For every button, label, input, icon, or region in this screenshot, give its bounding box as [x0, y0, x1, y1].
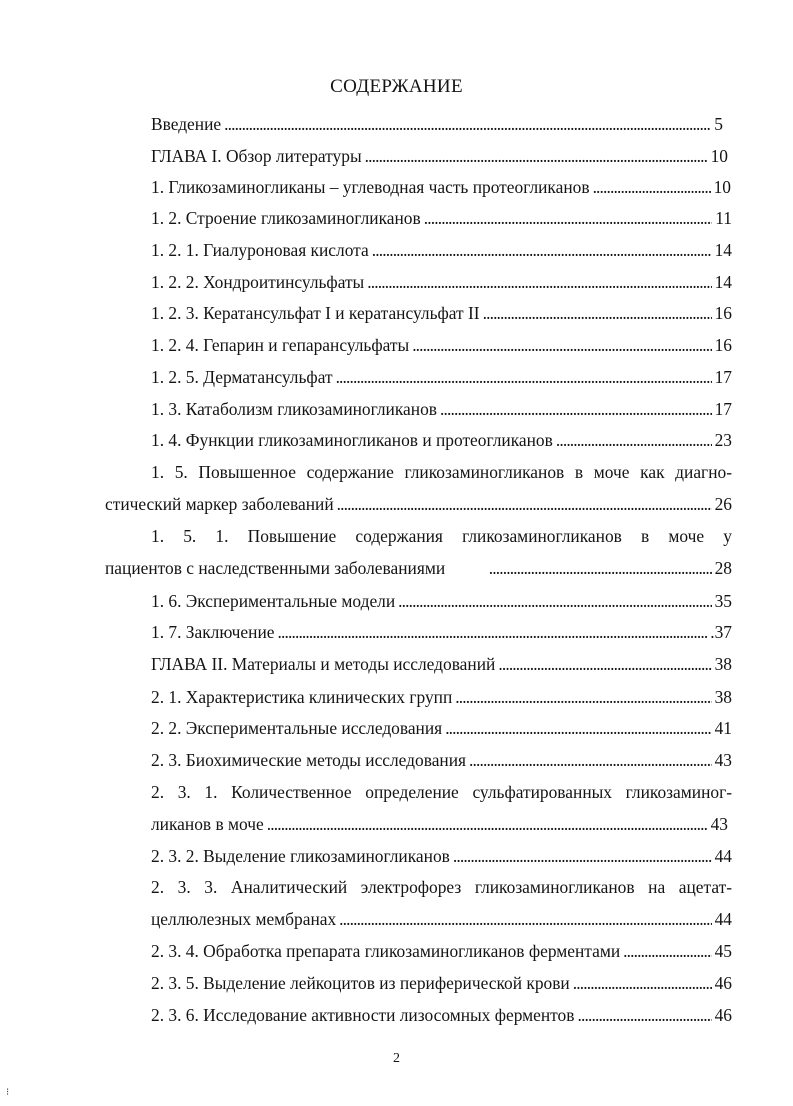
- toc-entry-title: Введение: [151, 114, 222, 134]
- toc-entry: [151, 845, 732, 867]
- toc-entry-title: стический маркер заболеваний: [105, 494, 334, 514]
- toc-entry-page: 5: [714, 114, 723, 134]
- dot-leader: [455, 686, 711, 708]
- dot-leader: [424, 207, 713, 229]
- toc-entry-title: 1. 2. 2. Хондроитинсульфаты: [151, 272, 365, 292]
- toc-entry-title: 2. 3. Биохимические методы исследования: [151, 750, 467, 770]
- toc-entry-title: 1. 3. Катаболизм гликозаминогликанов: [151, 399, 437, 419]
- toc-entry-page: 46: [714, 973, 732, 993]
- toc-entry: [151, 940, 732, 962]
- dot-leader: [445, 717, 711, 739]
- toc-entry-page: .37: [710, 622, 732, 642]
- toc-entry-page: 43: [710, 814, 728, 834]
- toc-entry-title: 1. 2. Строение гликозаминогликанов: [151, 208, 421, 228]
- toc-entry: [151, 972, 732, 994]
- toc-entry-page: 28: [714, 558, 732, 578]
- toc-entry: [151, 366, 732, 388]
- dot-leader: [267, 813, 708, 835]
- toc-entry-title: 1. 2. 3. Кератансульфат I и кератансульфат II: [151, 303, 480, 323]
- toc-entry-page: 44: [714, 909, 732, 929]
- dot-leader: [277, 621, 707, 643]
- dot-leader: [398, 590, 711, 612]
- toc-entry-title: 1. Гликозаминогликаны – углеводная часть протеогликанов: [151, 177, 590, 197]
- toc-entry: [105, 557, 732, 579]
- toc-entry-page: 46: [714, 1005, 732, 1025]
- dot-leader: [372, 239, 712, 261]
- toc-entry: [105, 493, 732, 515]
- toc-entry: [151, 590, 732, 612]
- toc-entry-page: 14: [714, 272, 732, 292]
- toc-entry-page: 43: [714, 750, 732, 770]
- dot-leader: [498, 653, 711, 675]
- toc-entry-line1: 1. 5. 1. Повышение содержания гликозаминогликанов в моче у: [151, 526, 732, 546]
- toc-entry-page: 38: [714, 687, 732, 707]
- toc-entry-page: 35: [714, 591, 732, 611]
- toc-entry-title: 1. 7. Заключение: [151, 622, 275, 642]
- toc-entry: [151, 271, 732, 293]
- toc-entry-title: 1. 6. Экспериментальные модели: [151, 591, 396, 611]
- toc-entry-title: 2. 2. Экспериментальные исследования: [151, 718, 443, 738]
- toc-entry-title: ликанов в моче: [151, 814, 264, 834]
- dot-leader: [367, 271, 711, 293]
- toc-entry: [151, 176, 731, 198]
- toc-entry-title: 2. 3. 5. Выделение лейкоцитов из периферической крови: [151, 973, 570, 993]
- toc-entry: [151, 908, 732, 930]
- toc-entry-page: 14: [714, 240, 732, 260]
- toc-entry-page: 16: [714, 303, 732, 323]
- toc-entry-page: 23: [714, 430, 732, 450]
- toc-entry: [151, 621, 732, 643]
- toc-entry-title: ГЛАВА I. Обзор литературы: [151, 146, 362, 166]
- toc-entry-page: 10: [713, 177, 731, 197]
- toc-entry-page: 26: [714, 494, 732, 514]
- dot-leader: [469, 749, 712, 771]
- toc-entry: [151, 113, 723, 135]
- toc-entry-page: 44: [714, 846, 732, 866]
- toc-entry-title: 1. 4. Функции гликозаминогликанов и протеогликанов: [151, 430, 553, 450]
- toc-entry-line1: 1. 5. Повышенное содержание гликозаминогликанов в моче как диагно-: [151, 462, 732, 482]
- toc-entry-title: целлюлезных мембранах: [151, 909, 337, 929]
- toc-entry: [151, 813, 728, 835]
- toc-entry-page: 17: [714, 399, 732, 419]
- toc-entry: [151, 334, 732, 356]
- dot-leader: [337, 493, 712, 515]
- toc-entry: [151, 686, 732, 708]
- toc-entry: [151, 398, 732, 420]
- toc-entry-page: 17: [714, 367, 732, 387]
- dot-leader: [224, 113, 711, 135]
- toc-entry: [151, 653, 732, 675]
- dot-leader: [365, 145, 708, 167]
- toc-entry: [151, 717, 732, 739]
- toc-entry-page: 41: [714, 718, 732, 738]
- dot-leader: [339, 908, 711, 930]
- toc-entry-title: ГЛАВА II. Материалы и методы исследований: [151, 654, 496, 674]
- toc-entry-page: 10: [710, 146, 728, 166]
- toc-entry-page: 38: [714, 654, 732, 674]
- toc-entry: [151, 1004, 732, 1026]
- toc-entry: [151, 145, 728, 167]
- toc-entry-title: 1. 2. 5. Дерматансульфат: [151, 367, 333, 387]
- toc-entry-title: 2. 3. 2. Выделение гликозаминогликанов: [151, 846, 450, 866]
- dot-leader: [336, 366, 712, 388]
- dot-leader: [453, 845, 712, 867]
- toc-entry-line1: 2. 3. 3. Аналитический электрофорез гликозаминогликанов на ацетат-: [151, 877, 732, 897]
- dot-leader: [593, 176, 711, 198]
- toc-entry: [151, 302, 732, 324]
- toc-entry: [151, 429, 732, 451]
- dot-leader: [577, 1004, 711, 1026]
- dot-leader: [483, 302, 712, 324]
- toc-entry-page: 16: [714, 335, 732, 355]
- scan-mark-icon: ⁝: [6, 1087, 10, 1098]
- toc-entry-page: 11: [715, 208, 732, 228]
- page-number: 2: [393, 1051, 400, 1066]
- toc-entry-title: 1. 2. 1. Гиалуроновая кислота: [151, 240, 369, 260]
- toc-entry-title: 2. 3. 6. Исследование активности лизосомных ферментов: [151, 1005, 575, 1025]
- dot-leader: [623, 940, 711, 962]
- toc-entry-line1: 2. 3. 1. Количественное определение сульфатированных гликозаминог-: [151, 782, 732, 802]
- page-title: СОДЕРЖАНИЕ: [330, 76, 463, 97]
- toc-entry-page: 45: [714, 941, 732, 961]
- toc-entry-title: пациентов с наследственными заболеваниями: [105, 558, 446, 578]
- toc-entry-title: 1. 2. 4. Гепарин и гепарансульфаты: [151, 335, 410, 355]
- dot-leader: [573, 972, 712, 994]
- dot-leader: [440, 398, 712, 420]
- dot-leader: [556, 429, 712, 451]
- toc-entry-title: 2. 3. 4. Обработка препарата гликозаминогликанов ферментами: [151, 941, 621, 961]
- toc-entry: [151, 207, 732, 229]
- toc-entry-title: 2. 1. Характеристика клинических групп: [151, 687, 453, 707]
- toc-entry: [151, 749, 732, 771]
- dot-leader: [412, 334, 711, 356]
- dot-leader: [489, 557, 712, 579]
- toc-entry: [151, 239, 732, 261]
